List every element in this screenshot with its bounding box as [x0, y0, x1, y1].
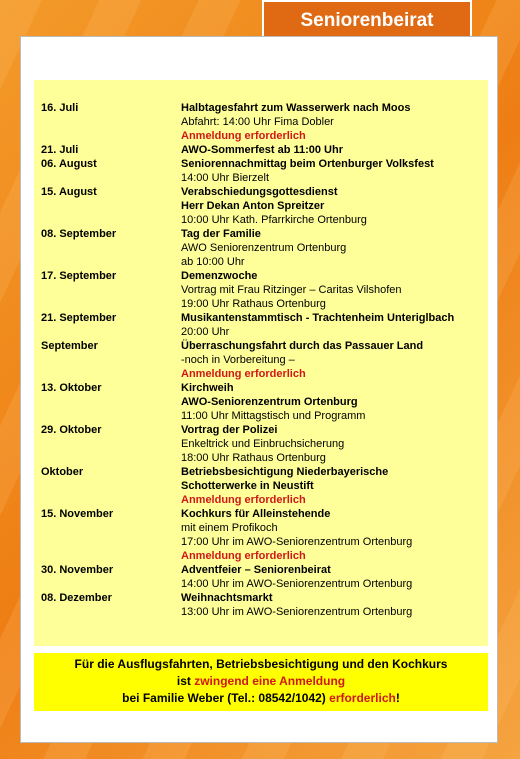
event-row: [41, 591, 481, 619]
event-details: [181, 143, 481, 157]
event-date: 15. November: [41, 508, 114, 520]
event-date: 29. Oktober: [41, 424, 102, 436]
event-date: Oktober: [41, 466, 84, 478]
event-detail-line: ab 10:00 Uhr: [181, 256, 245, 268]
title-line-1: Seniorenbeirat: [300, 10, 434, 31]
event-detail-line: 20:00 Uhr: [181, 326, 230, 338]
registration-note: [34, 653, 488, 711]
event-detail-line: Enkeltrick und Einbruchsicherung: [181, 438, 345, 450]
event-date: 16. Juli: [41, 102, 79, 114]
event-row: [41, 311, 481, 339]
event-detail-line: 17:00 Uhr im AWO-Seniorenzentrum Ortenburg: [181, 536, 413, 548]
event-detail-line: AWO-Sommerfest ab 11:00 Uhr: [181, 144, 343, 156]
event-detail-line: Betriebsbesichtigung Niederbayerische: [181, 466, 389, 478]
event-date: 06. August: [41, 158, 97, 170]
note-line-2-text: ist: [176, 674, 195, 688]
event-detail-line: AWO-Seniorenzentrum Ortenburg: [181, 396, 358, 408]
event-row: [41, 143, 481, 157]
event-row: [41, 269, 481, 311]
event-row: [41, 227, 481, 269]
event-detail-line: Kirchweih: [181, 382, 234, 394]
event-details: [181, 381, 481, 423]
event-details: [181, 507, 481, 563]
event-date: 08. September: [41, 228, 117, 240]
event-date: 21. September: [41, 312, 117, 324]
event-details: [181, 185, 481, 227]
event-detail-line: Verabschiedungsgottesdienst: [181, 186, 338, 198]
event-row: [41, 339, 481, 381]
event-detail-line: Abfahrt: 14:00 Uhr Fima Dobler: [181, 116, 334, 128]
event-detail-line: Halbtagesfahrt zum Wasserwerk nach Moos: [181, 102, 411, 114]
event-list: [41, 101, 481, 619]
registration-required-note: Anmeldung erforderlich: [181, 130, 306, 142]
event-date: 13. Oktober: [41, 382, 102, 394]
event-row: [41, 507, 481, 563]
event-detail-line: Vortrag mit Frau Ritzinger – Caritas Vilshofen: [181, 284, 402, 296]
note-line-1: Für die Ausflugsfahrten, Betriebsbesichtigung und den Kochkurs: [74, 657, 448, 671]
event-detail-line: 11:00 Uhr Mittagstisch und Programm: [181, 410, 366, 422]
event-row: [41, 101, 481, 143]
event-detail-line: Herr Dekan Anton Spreitzer: [181, 200, 325, 212]
event-detail-line: -noch in Vorbereitung –: [181, 354, 295, 366]
event-detail-line: mit einem Profikoch: [181, 522, 278, 534]
event-details: [181, 465, 481, 507]
note-line-3-emphasis: erforderlich: [329, 691, 396, 705]
event-detail-line: 13:00 Uhr im AWO-Seniorenzentrum Ortenburg: [181, 606, 413, 618]
event-details: [181, 269, 481, 311]
event-detail-line: 14:00 Uhr im AWO-Seniorenzentrum Ortenburg: [181, 578, 413, 590]
registration-required-note: Anmeldung erforderlich: [181, 550, 306, 562]
event-date: 17. September: [41, 270, 117, 282]
event-detail-line: Überraschungsfahrt durch das Passauer Land: [181, 340, 424, 352]
event-row: [41, 423, 481, 465]
event-details: [181, 563, 481, 591]
event-date: 21. Juli: [41, 144, 79, 156]
event-details: [181, 591, 481, 619]
event-detail-line: Seniorennachmittag beim Ortenburger Volksfest: [181, 158, 434, 170]
event-date: 15. August: [41, 186, 97, 198]
note-line-3-end: !: [395, 691, 400, 705]
event-detail-line: Schotterwerke in Neustift: [181, 480, 314, 492]
event-details: [181, 423, 481, 465]
event-details: [181, 101, 481, 143]
event-detail-line: Demenzwoche: [181, 270, 258, 282]
registration-required-note: Anmeldung erforderlich: [181, 494, 306, 506]
note-line-2: [34, 673, 488, 690]
event-date: 08. Dezember: [41, 592, 112, 604]
note-line-3: [34, 690, 488, 707]
event-row: [41, 185, 481, 227]
event-detail-line: Kochkurs für Alleinstehende: [181, 508, 331, 520]
note-line-2-emphasis: zwingend eine Anmeldung: [194, 674, 346, 688]
event-detail-line: 19:00 Uhr Rathaus Ortenburg: [181, 298, 326, 310]
event-detail-line: 18:00 Uhr Rathaus Ortenburg: [181, 452, 326, 464]
event-details: [181, 339, 481, 381]
registration-required-note: Anmeldung erforderlich: [181, 368, 306, 380]
event-detail-line: AWO Seniorenzentrum Ortenburg: [181, 242, 347, 254]
event-detail-line: Weihnachtsmarkt: [181, 592, 273, 604]
event-detail-line: Vortrag der Polizei: [181, 424, 278, 436]
event-details: [181, 311, 481, 339]
event-detail-line: Musikantenstammtisch - Trachtenheim Unteriglbach: [181, 312, 455, 324]
note-line-3-text: bei Familie Weber (Tel.: 08542/1042): [122, 691, 330, 705]
event-details: [181, 157, 481, 185]
event-row: [41, 157, 481, 185]
event-detail-line: 10:00 Uhr Kath. Pfarrkirche Ortenburg: [181, 214, 367, 226]
event-details: [181, 227, 481, 269]
event-row: [41, 563, 481, 591]
event-row: [41, 381, 481, 423]
event-detail-line: Tag der Familie: [181, 228, 261, 240]
event-date: September: [41, 340, 98, 352]
event-date: 30. November: [41, 564, 114, 576]
event-row: [41, 465, 481, 507]
event-detail-line: Adventfeier – Seniorenbeirat: [181, 564, 331, 576]
event-detail-line: 14:00 Uhr Bierzelt: [181, 172, 270, 184]
